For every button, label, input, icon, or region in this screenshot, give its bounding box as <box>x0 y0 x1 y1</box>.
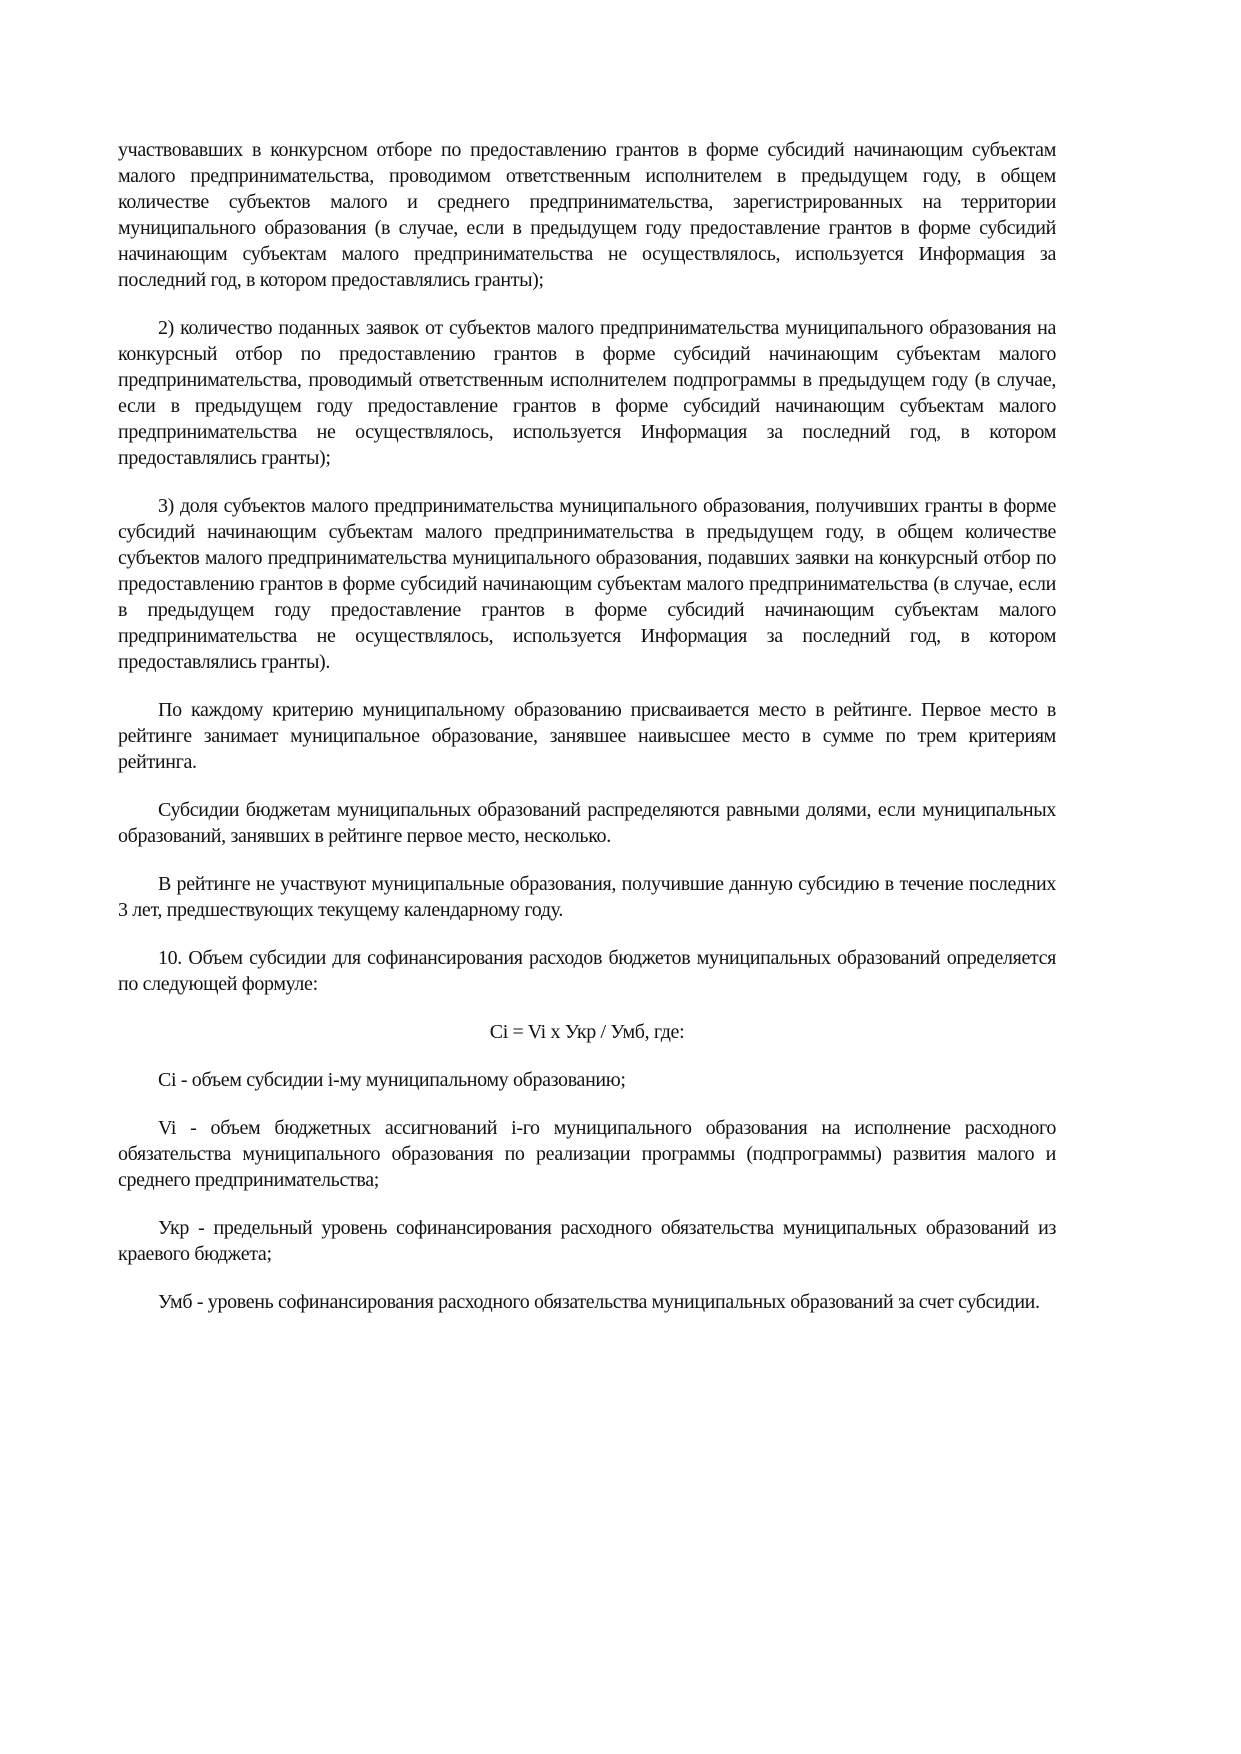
document-page <box>118 137 1056 1337</box>
definition-ukr: Укр - предельный уровень софинансирования расходного обязательства муниципальных образований из краевого бюджета; <box>118 1217 1056 1265</box>
paragraph-rating: По каждому критерию муниципальному образованию присваивается место в рейтинге. Первое место в рейтинге занимает муниципальное образование, занявшее наивысшее место в сумме по трем критериям рейтинга. <box>118 699 1056 773</box>
paragraph-criterion-2: 2) количество поданных заявок от субъектов малого предпринимательства муниципального образования на конкурсный отбор по предоставлению грантов в форме субсидий начинающим субъектам малого предпринимательства, проводимый ответственным исполнителем подпрограммы в предыдущем году (в случае, если в предыдущем году предоставление грантов в форме субсидий начинающим субъектам малого предпринимательства не осуществлялось, используется Информация за последний год, в котором предоставлялись гранты); <box>118 317 1056 469</box>
paragraph-section-10: 10. Объем субсидии для софинансирования расходов бюджетов муниципальных образований определяется по следующей формуле: <box>118 947 1056 995</box>
paragraph-continuation: участвовавших в конкурсном отборе по предоставлению грантов в форме субсидий начинающим субъектам малого предпринимательства, проводимом ответственным исполнителем в предыдущем году, в общем количестве субъектов малого и среднего предпринимательства, зарегистрированных на территории муниципального образования (в случае, если в предыдущем году предоставление грантов в форме субсидий начинающим субъектам малого предпринимательства не осуществлялось, используется Информация за последний год, в котором предоставлялись гранты); <box>118 139 1056 291</box>
paragraph-exclusion: В рейтинге не участвуют муниципальные образования, получившие данную субсидию в течение последних 3 лет, предшествующих текущему календарному году. <box>118 873 1056 921</box>
definition-umb: Умб - уровень софинансирования расходного обязательства муниципальных образований за счет субсидии. <box>158 1291 1040 1313</box>
definition-vi: Vi - объем бюджетных ассигнований i-го муниципального образования на исполнение расходного обязательства муниципального образования по реализации программы (подпрограммы) развития малого и среднего предпринимательства; <box>118 1117 1056 1191</box>
paragraph-distribution: Субсидии бюджетам муниципальных образований распределяются равными долями, если муниципальных образований, занявших в рейтинге первое место, несколько. <box>118 799 1056 847</box>
paragraph-criterion-3: 3) доля субъектов малого предпринимательства муниципального образования, получивших гранты в форме субсидий начинающим субъектам малого предпринимательства в предыдущем году, в общем количестве субъектов малого предпринимательства муниципального образования, подавших заявки на конкурсный отбор по предоставлению грантов в форме субсидий начинающим субъектам малого предпринимательства (в случае, если в предыдущем году предоставление грантов в форме субсидий начинающим субъектам малого предпринимательства не осуществлялось, используется Информация за последний год, в котором предоставлялись гранты). <box>118 495 1056 673</box>
formula: Ci = Vi x Укр / Умб, где: <box>489 1021 685 1043</box>
definition-ci: Ci - объем субсидии i-му муниципальному образованию; <box>158 1069 626 1091</box>
